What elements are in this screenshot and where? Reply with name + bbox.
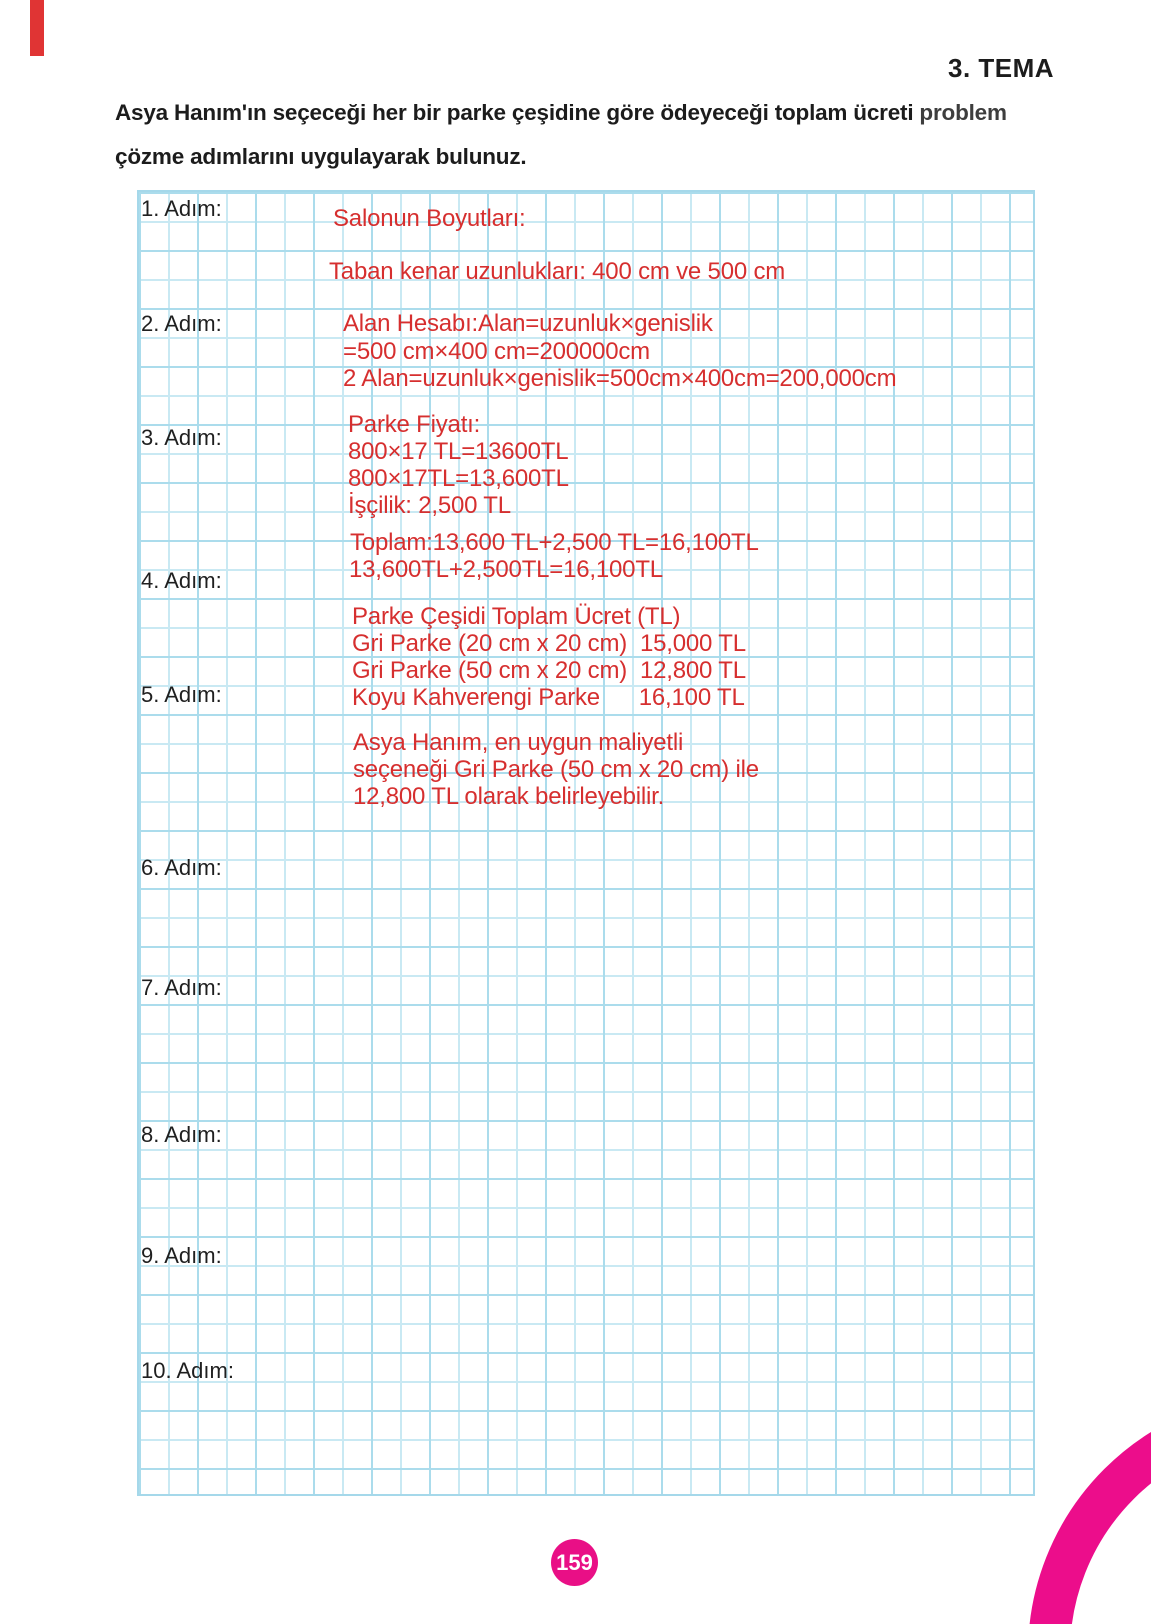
step-label-10: 10. Adım:: [141, 1358, 234, 1383]
answer-step2-area-calc: =500 cm×400 cm=200000cm: [343, 338, 650, 365]
answer-step2-area-formula: Alan Hesabı:Alan=uzunluk×genislik: [343, 310, 713, 337]
answer-step3-price-calc1: 800×17 TL=13600TL: [348, 438, 569, 465]
step-label-2: 2. Adım:: [141, 311, 222, 336]
answer-conclusion-line1: Asya Hanım, en uygun maliyetli: [353, 729, 684, 756]
answer-step3-labor: İşçilik: 2,500 TL: [348, 492, 511, 519]
answer-step3-price-calc2: 800×17TL=13,600TL: [348, 465, 569, 492]
answer-table-row3: Koyu Kahverengi Parke 16,100 TL: [352, 684, 745, 711]
answer-step2-area-full: 2 Alan=uzunluk×genislik=500cm×400cm=200,000cm: [343, 365, 897, 392]
answer-step1-title: Salonun Boyutları:: [333, 205, 526, 232]
instruction-line-1: [115, 100, 1007, 126]
step-label-5: 5. Adım:: [141, 682, 222, 707]
answer-table-row1: Gri Parke (20 cm x 20 cm) 15,000 TL: [352, 630, 746, 657]
answer-step1-dimensions: Taban kenar uzunlukları: 400 cm ve 500 cm: [329, 258, 786, 285]
answer-grid: [137, 190, 1035, 1496]
step-label-1: 1. Adım:: [141, 196, 222, 221]
step-label-7: 7. Adım:: [141, 975, 222, 1000]
step-label-8: 8. Adım:: [141, 1122, 222, 1147]
step-label-4: 4. Adım:: [141, 568, 222, 593]
answer-total-line1: Toplam:13,600 TL+2,500 TL=16,100TL: [350, 529, 759, 556]
step-label-9: 9. Adım:: [141, 1243, 222, 1268]
answer-conclusion-line3: 12,800 TL olarak belirleyebilir.: [353, 783, 665, 810]
instruction-line-2: çözme adımlarını uygulayarak bulunuz.: [115, 144, 527, 169]
answer-conclusion-line2: seçeneği Gri Parke (50 cm x 20 cm) ile: [353, 756, 759, 783]
decorative-ring-arc: [1028, 1393, 1151, 1624]
instruction-emphasis: problem: [919, 100, 1007, 125]
instruction-text: Asya Hanım'ın seçeceği her bir parke çeşidine göre ödeyeceği toplam ücreti: [115, 100, 920, 125]
tema-heading: 3. TEMA: [948, 53, 1055, 83]
corner-accent-bar: [30, 0, 44, 56]
step-label-6: 6. Adım:: [141, 855, 222, 880]
answer-table-header: Parke Çeşidi Toplam Ücret (TL): [352, 603, 681, 630]
answer-total-line2: 13,600TL+2,500TL=16,100TL: [349, 556, 663, 583]
answer-table-row2: Gri Parke (50 cm x 20 cm) 12,800 TL: [352, 657, 746, 684]
page-number: 159: [556, 1549, 593, 1575]
answer-step3-price-title: Parke Fiyatı:: [348, 411, 481, 438]
page-number-badge: [551, 1539, 598, 1586]
step-label-3: 3. Adım:: [141, 425, 222, 450]
